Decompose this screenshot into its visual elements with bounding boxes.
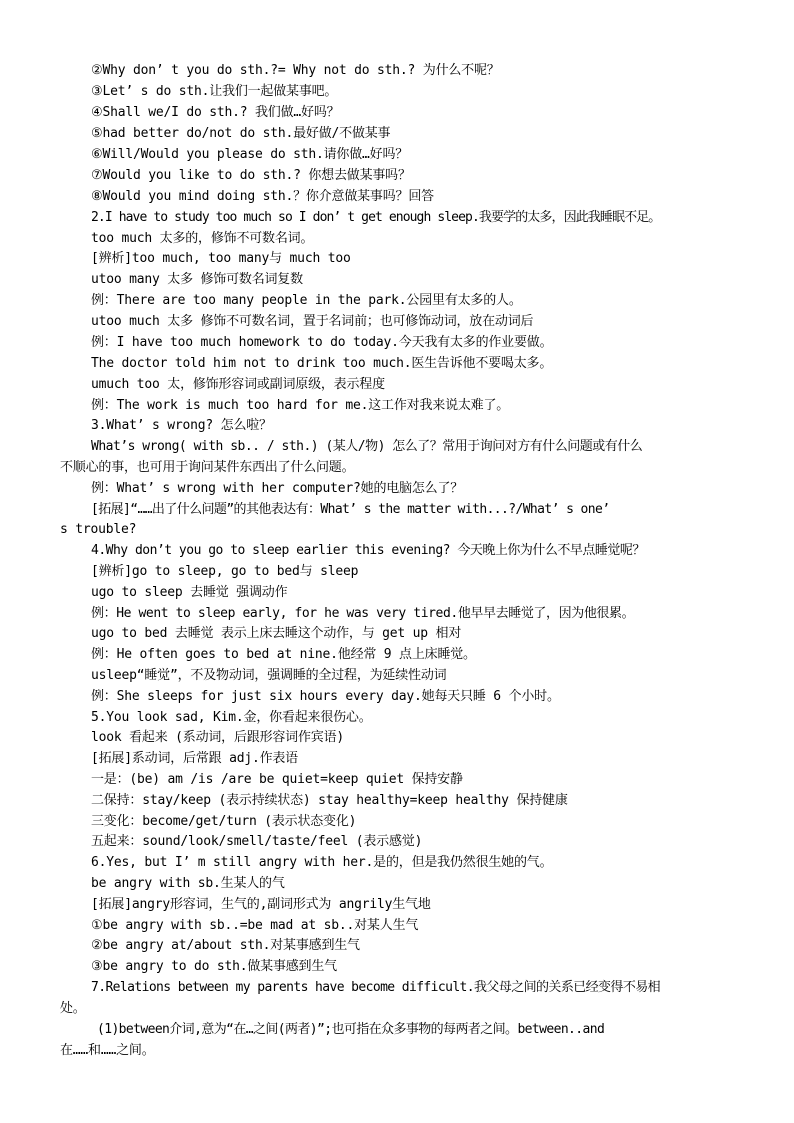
text-line: ugo to bed 去睡觉 表示上床去睡这个动作，与 get up 相对 [91,626,462,641]
text-line: 6.Yes, but I’ m still angry with her.是的，但是我仍然很生她的气。 [91,855,553,870]
text-line: 例：She sleeps for just six hours every day.她每天只睡 6 个小时。 [91,689,560,704]
text-line: 例：He often goes to bed at nine.他经常 9 点上床睡觉。 [91,647,476,662]
text-line: 例：I have too much homework to do today.今天我有太多的作业要做。 [91,335,553,350]
text-line: 7.Relations between my parents have become difficult.我父母之间的关系已经变得不易相 [91,980,661,995]
text-line: [辨析]go to sleep, go to bed与 sleep [91,564,359,579]
text-line: [辨析]too much, too many与 much too [91,251,351,266]
text-line: (1)between介词,意为“在…之间(两者)”;也可指在众多事物的每两者之间。between..and [97,1022,605,1037]
text-line: ugo to sleep 去睡觉 强调动作 [91,585,288,600]
text-line: 例：He went to sleep early, for he was very tired.他早早去睡觉了，因为他很累。 [91,606,635,621]
text-line: The doctor told him not to drink too much.医生告诉他不要喝太多。 [91,356,553,371]
text-line: ②Why don’ t you do sth.?= Why not do sth.? 为什么不呢？ [91,63,500,78]
text-line: too much 太多的，修饰不可数名词。 [91,231,314,246]
text-line: look 看起来 (系动词，后跟形容词作宾语) [91,730,345,745]
text-line: 不顺心的事，也可用于询问某件东西出了什么问题。 [60,460,355,475]
text-line: [拓展]“……出了什么问题”的其他表达有：What’ s the matter with...?/What’ s one’ [91,502,610,517]
text-line: ①be angry with sb..=be mad at sb..对某人生气 [91,918,419,933]
text-line: 二保持：stay/keep (表示持续状态) stay healthy=keep healthy 保持健康 [91,793,568,808]
text-line: ⑤had better do/not do sth.最好做/不做某事 [91,126,391,141]
text-line: umuch too 太，修饰形容词或副词原级，表示程度 [91,377,385,392]
text-line: 3.What’ s wrong? 怎么啦？ [91,418,272,433]
text-line: 例：The work is much too hard for me.这工作对我来说太难了。 [91,398,510,413]
text-line: ③be angry to do sth.做某事感到生气 [91,959,337,974]
text-line: [拓展]系动词，后常跟 adj.作表语 [91,751,298,766]
text-line: [拓展]angry形容词，生气的,副词形式为 angrily生气地 [91,897,431,912]
text-line: 5.You look sad, Kim.金，你看起来很伤心。 [91,710,372,725]
text-line: 一是：(be) am /is /are be quiet=keep quiet 保持安静 [91,772,463,787]
text-line: 处。 [60,1001,86,1016]
text-line: 例：What’ s wrong with her computer?她的电脑怎么了？ [91,481,464,496]
text-line: ④Shall we/I do sth.? 我们做…好吗？ [91,105,340,120]
text-line: s trouble? [60,522,137,537]
text-line: utoo many 太多 修饰可数名词复数 [91,272,303,287]
text-line: ③Let’ s do sth.让我们一起做某事吧。 [91,84,338,99]
text-line: 三变化：become/get/turn (表示状态变化) [91,814,357,829]
text-line: ⑥Will/Would you please do sth.请你做…好吗？ [91,147,409,162]
text-line: ②be angry at/about sth.对某事感到生气 [91,938,360,953]
text-line: 五起来：sound/look/smell/taste/feel (表示感觉) [91,834,423,849]
text-line: be angry with sb.生某人的气 [91,876,285,891]
text-line: What’s wrong( with sb.. / sth.) (某人/物) 怎么了？常用于询问对方有什么问题或有什么 [91,439,643,454]
text-line: usleep“睡觉”，不及物动词，强调睡的全过程，为延续性动词 [91,668,447,683]
text-line: ⑧Would you mind doing sth.？你介意做某事吗？回答 [91,189,434,204]
text-line: 2.I have to study too much so I don’ t get enough sleep.我要学的太多，因此我睡眠不足。 [91,210,661,225]
text-line: 4.Why don’t you go to sleep earlier this evening? 今天晚上你为什么不早点睡觉呢？ [91,543,645,558]
text-line: 在……和……之间。 [60,1043,155,1058]
text-line: ⑦Would you like to do sth.? 你想去做某事吗？ [91,168,411,183]
text-line: 例：There are too many people in the park.公园里有太多的人。 [91,293,522,308]
text-line: utoo much 太多 修饰不可数名词，置于名词前；也可修饰动词，放在动词后 [91,314,534,329]
